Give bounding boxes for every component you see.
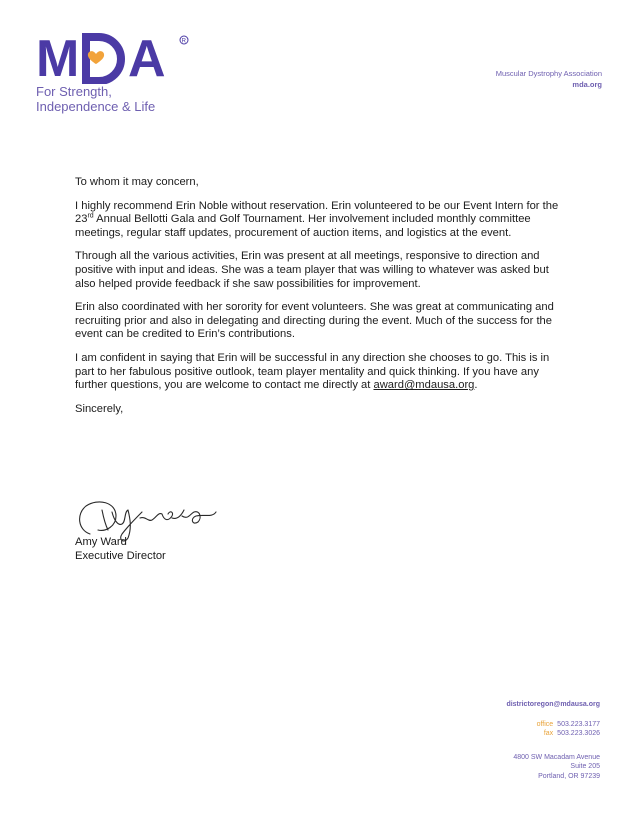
closing: Sincerely, [75,402,124,415]
svg-text:A: A [128,30,166,84]
address-line-3: Portland, OR 97239 [538,772,600,780]
office-line [506,720,600,730]
contact-email-link[interactable]: award@mdausa.org [373,379,475,392]
fax-phone: 503.223.3026 [557,730,600,737]
organization-name: Muscular Dystrophy Association [495,69,602,78]
website-link[interactable]: mda.org [572,80,602,89]
tagline-line-1: For Strength, [36,84,112,99]
tagline [36,84,155,114]
fax-line [506,729,600,739]
organization-info [496,68,602,90]
paragraph-2: Through all the various activities, Erin was present at all meetings, responsive to direction and positive with input and ideas. She was a team player that was willing to whatever was asked but also helped provide feedback if she saw possibilities for improvement. [75,250,549,290]
mda-logo [36,30,196,84]
paragraph-3: Erin also coordinated with her sorority for event volunteers. She was great at communicating and recruiting prior and also in delegating and directing during the event. Much of the success for the event can be credited to Erin’s contributions. [75,301,554,341]
paragraph-4-end: . [474,379,478,392]
address [506,753,600,782]
paragraph-1 [75,200,565,241]
svg-text:R: R [181,38,186,45]
footer-contact [506,700,600,781]
address-line-1: 4800 SW Macadam Avenue [513,753,600,761]
paragraph-4 [75,352,565,393]
district-email[interactable]: districtoregon@mdausa.org [506,701,600,708]
paragraph-1-part-a: I highly recommend Erin Noble without reservation. Erin volunteered to be our Event Intern for the 23 [75,199,559,226]
tagline-line-2: Independence & Life [36,99,156,114]
salutation: To whom it may concern, [75,176,199,188]
letter-body [75,176,565,426]
svg-text:M: M [36,30,79,84]
paragraph-4-text: I am confident in saying that Erin will be successful in any direction she chooses to go. This is in part to her fabulous positive outlook, team player mentality and quick thinking. If you have any further questions, you are welcome to contact me directly at [75,351,550,392]
signer-name: Amy Ward [75,536,127,548]
paragraph-1-part-b: Annual Bellotti Gala and Golf Tournament. Her involvement included monthly committee meetings, regular staff updates, procurement of auction items, and logistics at the event. [75,213,531,239]
signer-title: Executive Director [75,550,166,562]
address-line-2: Suite 205 [570,763,600,770]
ordinal-suffix: rd [87,212,94,220]
office-phone: 503.223.3177 [557,720,600,728]
office-label: office [536,720,554,728]
fax-label: fax [543,730,554,737]
